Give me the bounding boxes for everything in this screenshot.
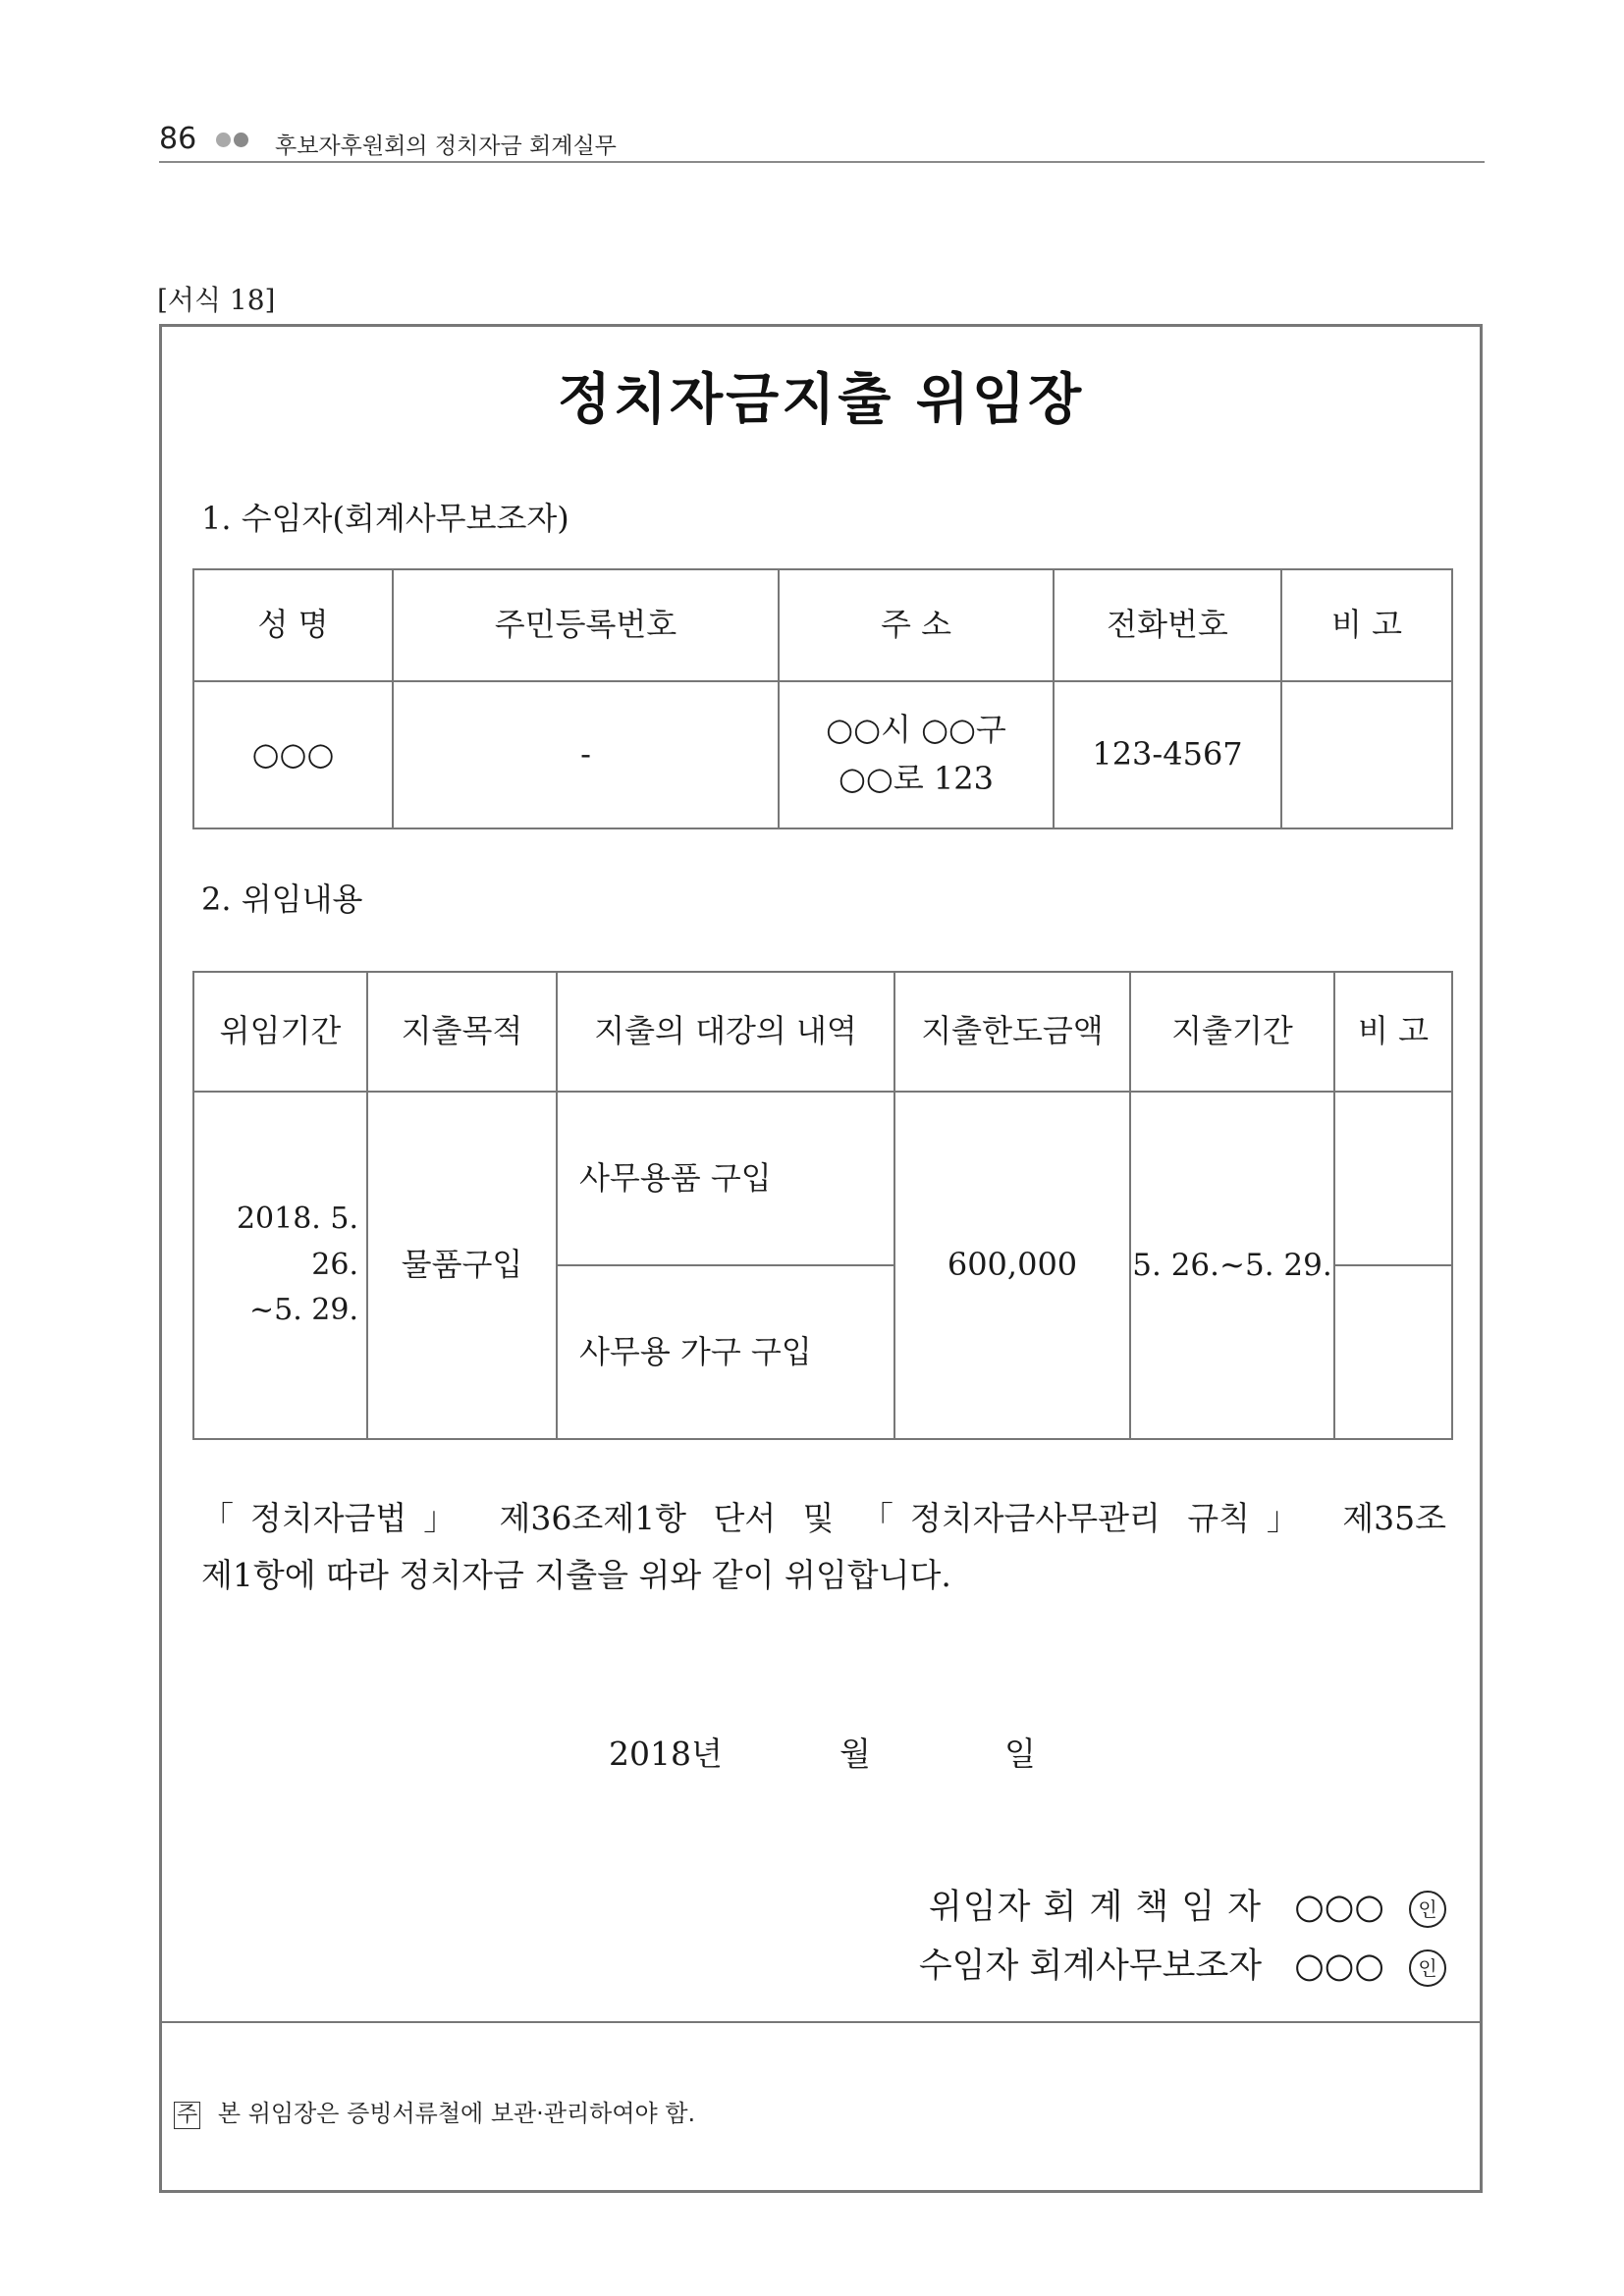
col-remark: 비 고 [1281, 569, 1452, 681]
cell-limit: 600,000 [894, 1092, 1130, 1439]
statement-line2: 제1항에 따라 정치자금 지출을 위와 같이 위임합니다. [201, 1555, 951, 1594]
col-details: 지출의 대강의 내역 [557, 972, 894, 1092]
seal-icon: 인 [1409, 1891, 1446, 1928]
footer-divider [162, 2021, 1480, 2023]
col-period: 위임기간 [193, 972, 367, 1092]
running-header [159, 118, 1485, 163]
cell-period [193, 1092, 367, 1439]
footnote [174, 2094, 695, 2129]
date-year: 2018년 [609, 1735, 723, 1773]
document-title: 정치자금지출 위임장 [557, 368, 1085, 432]
period-line2: ~5. 29. [248, 1293, 358, 1328]
address-line2: ○○로 123 [838, 760, 994, 797]
delegatee-table [192, 568, 1453, 829]
col-name: 성 명 [193, 569, 393, 681]
delegation-table [192, 971, 1453, 1440]
col-spend-period: 지출기간 [1130, 972, 1334, 1092]
col-address: 주 소 [779, 569, 1054, 681]
cell-item-1: 사무용품 구입 [557, 1092, 894, 1265]
signature-name: ○○○ [1294, 1888, 1384, 1927]
col-limit: 지출한도금액 [894, 972, 1130, 1092]
date-month: 월 [839, 1735, 871, 1773]
cell-remark [1281, 681, 1452, 828]
note-marker: 주 [174, 2102, 200, 2129]
header-dots-icon [216, 133, 251, 151]
period-line1: 2018. 5. 26. [236, 1201, 358, 1282]
table-header-row [193, 972, 1452, 1092]
cell-remark-2 [1334, 1265, 1452, 1439]
page-number: 86 [159, 122, 197, 156]
table-row [193, 1092, 1452, 1265]
col-purpose: 지출목적 [367, 972, 557, 1092]
cell-resident-no: - [393, 681, 779, 828]
cell-item-2: 사무용 가구 구입 [557, 1265, 894, 1439]
section1-heading: 1. 수임자(회계사무보조자) [201, 500, 569, 537]
signature-label: 위임자 회 계 책 임 자 [928, 1888, 1263, 1927]
signature-label: 수임자 회계사무보조자 [918, 1947, 1263, 1986]
col-resident-no: 주민등록번호 [393, 569, 779, 681]
col-phone: 전화번호 [1054, 569, 1281, 681]
signature-name: ○○○ [1294, 1947, 1384, 1986]
address-line1: ○○시 ○○구 [826, 711, 1006, 749]
seal-icon: 인 [1409, 1949, 1446, 1987]
cell-remark-1 [1334, 1092, 1452, 1265]
cell-purpose: 물품구입 [367, 1092, 557, 1439]
form-label: [서식 18] [157, 284, 276, 316]
col-remark: 비 고 [1334, 972, 1452, 1092]
form-frame [159, 324, 1483, 2193]
cell-spend-period: 5. 26.~5. 29. [1130, 1092, 1334, 1439]
cell-phone: 123-4567 [1054, 681, 1281, 828]
statement-line1: 「정치자금법」 제36조제1항 단서 및 「정치자금사무관리 규칙」 제35조 [201, 1499, 1446, 1537]
cell-address [779, 681, 1054, 828]
note-text: 본 위임장은 증빙서류철에 보관·관리하여야 함. [217, 2100, 696, 2127]
cell-name: ○○○ [193, 681, 393, 828]
table-row [193, 681, 1452, 828]
signature-delegator [929, 1880, 1446, 1929]
date-day: 일 [1004, 1735, 1036, 1773]
signature-delegatee [919, 1939, 1446, 1988]
section2-heading: 2. 위임내용 [201, 881, 363, 918]
table-header-row [193, 569, 1452, 681]
delegation-statement [201, 1490, 1446, 1604]
running-header-title: 후보자후원회의 정치자금 회계실무 [275, 133, 617, 159]
